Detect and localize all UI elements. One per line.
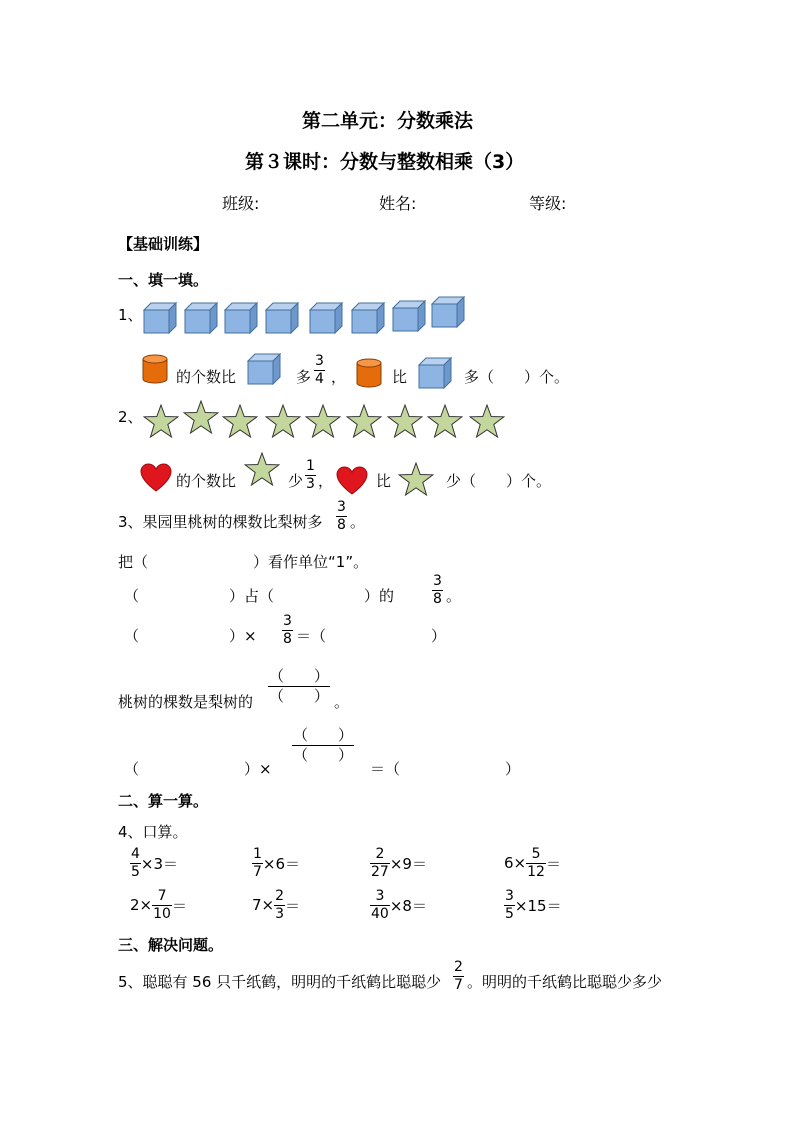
- calc-text: ＝: [545, 854, 561, 873]
- blank-denominator[interactable]: （ ）: [293, 746, 354, 764]
- q4-label: 4、口算。: [118, 823, 188, 841]
- q1-number: 1、: [118, 306, 143, 324]
- q2-number: 2、: [118, 408, 143, 426]
- q2-text-4: 少（ ）个。: [446, 472, 552, 490]
- fraction-numerator: 7: [157, 887, 167, 904]
- cube-icon: [431, 296, 465, 332]
- cube-icon: [309, 302, 343, 338]
- cube-icon: [351, 302, 385, 338]
- star-icon: [222, 404, 258, 442]
- fraction-numerator: 3: [505, 887, 514, 904]
- fraction-denominator: 8: [433, 591, 442, 607]
- q2-text-3: 比: [376, 472, 392, 490]
- fraction-denominator: 27: [371, 863, 389, 880]
- fraction: [370, 889, 390, 922]
- q3-line3-fraction: [282, 614, 293, 647]
- calc-text: ×15＝: [514, 896, 562, 915]
- fraction-numerator: 4: [131, 845, 140, 862]
- calc-text: ×9＝: [389, 854, 427, 873]
- q3-line5-right: ＝（ ）: [370, 760, 521, 778]
- calc-item: [252, 887, 300, 923]
- cube-icon: [143, 302, 177, 338]
- calc-text: ×8＝: [389, 896, 427, 915]
- part3-heading: 三、解决问题。: [118, 936, 224, 954]
- star-icon: [398, 462, 434, 500]
- q1-comma: ，: [331, 368, 347, 386]
- calc-item: [252, 845, 300, 881]
- blank-denominator[interactable]: （ ）: [269, 687, 330, 705]
- q5-fraction: [453, 960, 464, 993]
- calc-text: ×6＝: [262, 854, 301, 873]
- q3-line1: 把（ ）看作单位“1”。: [118, 553, 369, 571]
- calc-item: [504, 887, 562, 923]
- q3-line3-left: （ ）×: [124, 627, 257, 645]
- star-icon: [244, 452, 280, 490]
- cube-icon: [392, 300, 426, 336]
- fraction-denominator: 3: [275, 905, 285, 922]
- q3-line2: （ ）占（ ）的: [124, 587, 395, 605]
- fraction: [274, 889, 285, 922]
- cylinder-icon: [141, 353, 169, 389]
- calc-text: ＝: [285, 896, 301, 915]
- cube-icon: [247, 353, 281, 389]
- calc-item: [370, 845, 427, 881]
- fraction-numerator: 2: [375, 845, 385, 862]
- q5-text-2: 。明明的千纸鹤比聪聪少多少: [467, 973, 663, 991]
- q1-text-3: 比: [392, 368, 408, 386]
- fraction: [526, 847, 546, 880]
- fraction-numerator: 2: [275, 887, 285, 904]
- fraction: [130, 847, 141, 880]
- q3-line5-left: （ ）×: [124, 760, 272, 778]
- fraction-denominator: 12: [527, 863, 545, 880]
- calc-text: ×3＝: [140, 854, 179, 873]
- star-icon: [143, 404, 179, 442]
- fraction-numerator: 3: [433, 573, 442, 589]
- q3-stem-end: 。: [350, 513, 366, 531]
- q1-fraction: [314, 354, 325, 387]
- q3-line4-end: 。: [334, 693, 350, 711]
- blank-numerator[interactable]: （ ）: [269, 667, 330, 685]
- star-icon: [265, 404, 301, 442]
- q3-line2-end: 。: [446, 587, 462, 605]
- heart-icon: [140, 463, 172, 497]
- calc-item: [130, 845, 178, 881]
- fraction-numerator: 3: [337, 499, 346, 515]
- fraction: [370, 847, 390, 880]
- q5-text-1: 5、聪聪有 56 只千纸鹤，明明的千纸鹤比聪聪少: [118, 973, 442, 991]
- section-basic-training: 【基础训练】: [118, 235, 209, 253]
- star-icon: [427, 404, 463, 442]
- q3-stem-fraction: [336, 500, 347, 533]
- unit-title: 第二单元：分数乘法: [302, 110, 474, 132]
- q2-comma: ，: [318, 472, 334, 490]
- fraction-numerator: 1: [306, 458, 315, 474]
- fraction-denominator: 4: [315, 371, 324, 387]
- q1-text-4: 多（ ）个。: [464, 368, 570, 386]
- q3-line5-blank-fraction: [292, 727, 354, 764]
- calc-text: 7×: [252, 896, 275, 914]
- calc-item: [130, 887, 187, 923]
- calc-item: [504, 845, 561, 881]
- fraction: [504, 889, 515, 922]
- star-icon: [469, 404, 505, 442]
- cube-icon: [224, 302, 258, 338]
- fraction-numerator: 3: [315, 353, 324, 369]
- blank-numerator[interactable]: （ ）: [293, 726, 354, 744]
- calc-text: 6×: [504, 854, 527, 872]
- fraction-denominator: 8: [283, 631, 292, 647]
- q2-text-1: 的个数比: [176, 472, 237, 490]
- fraction-numerator: 5: [531, 845, 541, 862]
- fraction-numerator: 1: [253, 845, 262, 862]
- fraction-denominator: 7: [253, 863, 262, 880]
- q3-line2-fraction: [432, 574, 443, 607]
- q3-line3-right: ＝（ ）: [296, 627, 447, 645]
- q2-fraction: [305, 459, 316, 492]
- fraction-numerator: 3: [375, 887, 385, 904]
- heart-icon: [336, 466, 368, 500]
- part2-heading: 二、算一算。: [118, 792, 209, 810]
- q3-line4: 桃树的棵数是梨树的: [118, 693, 254, 711]
- star-icon: [183, 400, 219, 438]
- fraction-denominator: 40: [371, 905, 389, 922]
- fraction: [252, 847, 263, 880]
- cube-icon: [184, 302, 218, 338]
- fraction-denominator: 5: [505, 905, 514, 922]
- fraction-numerator: 3: [283, 613, 292, 629]
- cube-icon: [418, 357, 452, 393]
- cube-icon: [265, 302, 299, 338]
- q3-line4-blank-fraction: [268, 668, 330, 705]
- fraction-denominator: 10: [153, 905, 171, 922]
- fraction: [152, 889, 172, 922]
- lesson-title: 第３课时：分数与整数相乘（3）: [245, 151, 525, 173]
- name-label: 姓名:: [379, 194, 417, 213]
- star-icon: [305, 404, 341, 442]
- star-icon: [346, 404, 382, 442]
- q2-text-2: 少: [288, 472, 304, 490]
- cylinder-icon: [355, 357, 383, 393]
- q1-text-2: 多: [296, 368, 312, 386]
- class-label: 班级:: [222, 194, 260, 213]
- q1-text-1: 的个数比: [176, 368, 237, 386]
- calc-text: ＝: [171, 896, 187, 915]
- grade-label: 等级:: [529, 194, 567, 213]
- fraction-denominator: 8: [337, 517, 346, 533]
- fraction-denominator: 5: [131, 863, 140, 880]
- q3-stem: 3、果园里桃树的棵数比梨树多: [118, 513, 323, 531]
- part1-heading: 一、填一填。: [118, 271, 209, 289]
- calc-text: 2×: [130, 896, 153, 914]
- star-icon: [387, 404, 423, 442]
- fraction-numerator: 2: [454, 959, 463, 975]
- fraction-denominator: 3: [306, 476, 315, 492]
- calc-item: [370, 887, 427, 923]
- fraction-denominator: 7: [454, 977, 463, 993]
